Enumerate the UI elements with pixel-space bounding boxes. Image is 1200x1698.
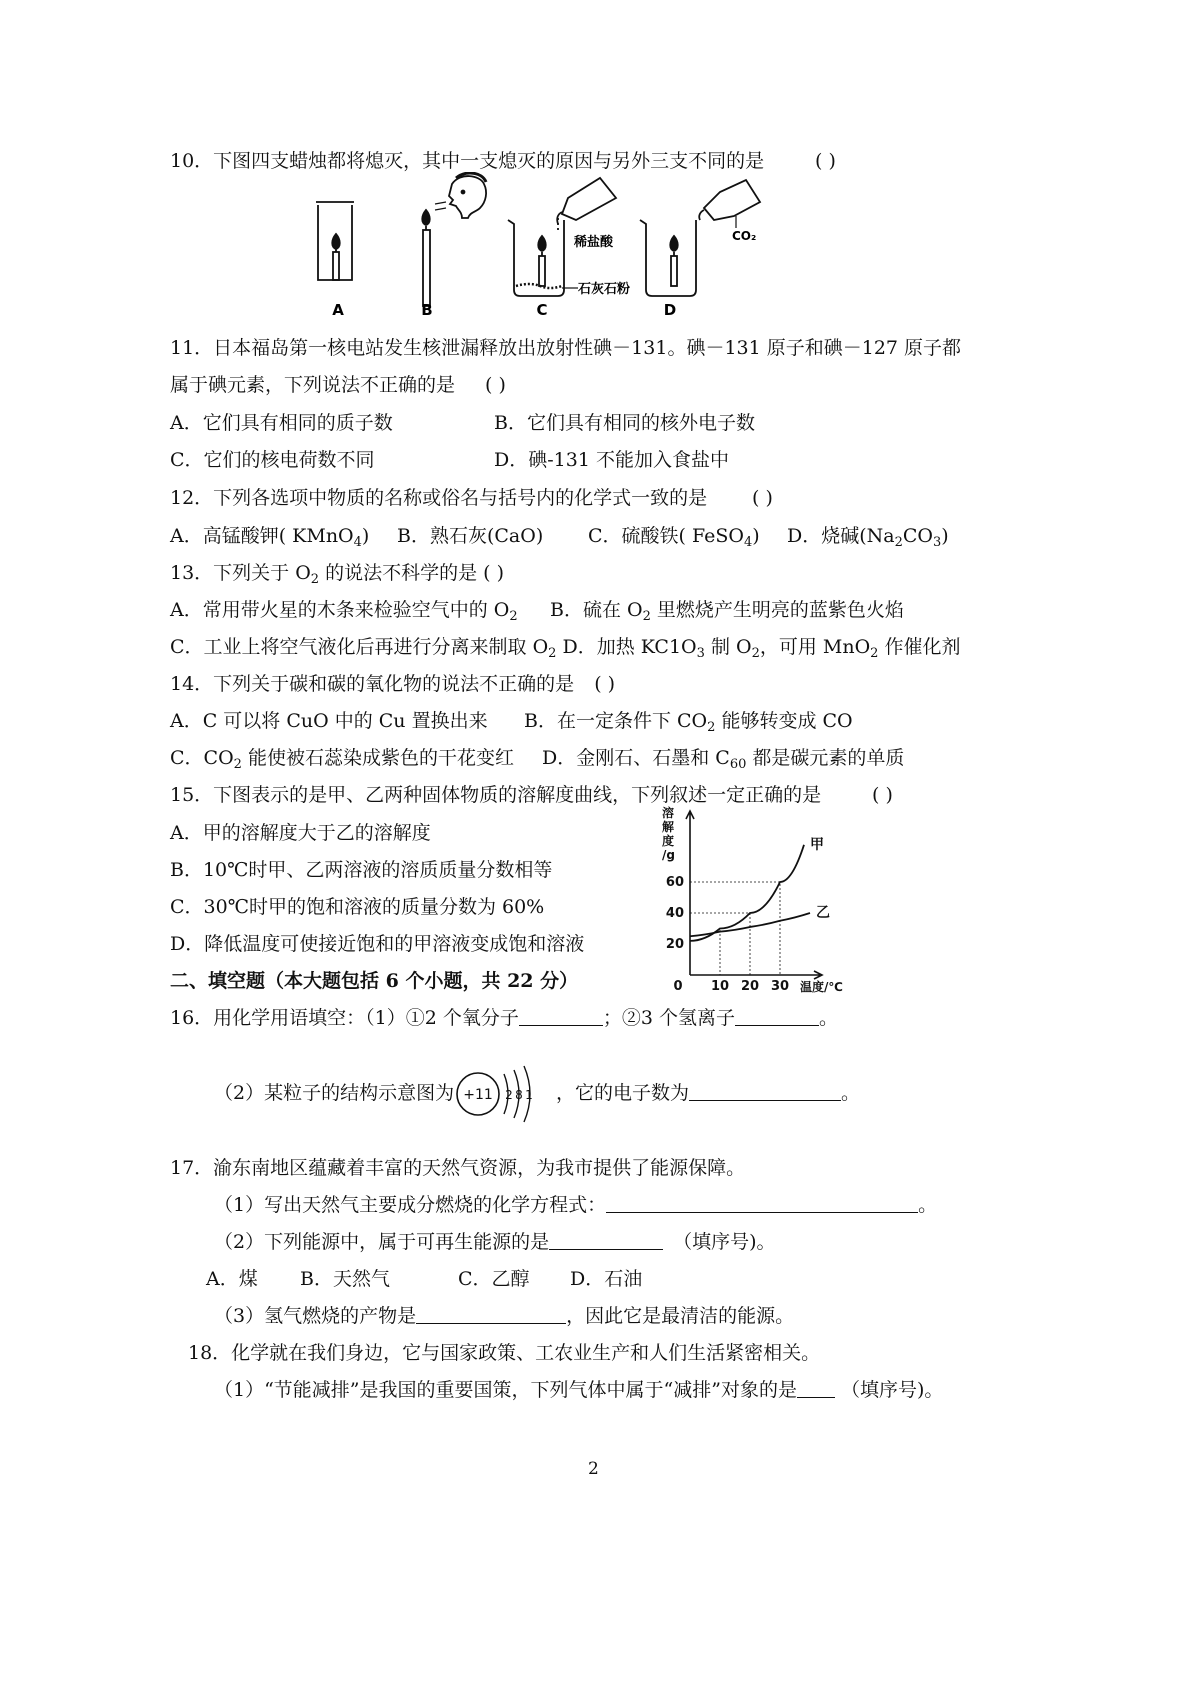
question-10-paren: ( ): [815, 150, 836, 172]
question-16-line-2-post: ，它的电子数为 。: [556, 1082, 861, 1104]
question-10: [170, 148, 764, 174]
q18-part-1: （1）“节能减排”是我国的重要国策，下列气体中属于“减排”对象的是 （填序号)。: [214, 1379, 944, 1401]
q12-option-c: C．硫酸铁( FeSO$_4$): [588, 525, 760, 550]
limestone-label: 石灰石粉: [578, 282, 631, 297]
q14-option-d: D．金刚石、石墨和 $C_{60}$ 都是碳元素的单质: [542, 747, 905, 772]
candle-b: [422, 173, 486, 306]
candle-label-c: C: [536, 301, 548, 319]
svg-text:1: 1: [525, 1088, 533, 1102]
y-tick-label: 60: [665, 875, 684, 890]
q15-option-d: D．降低温度可使接近饱和的甲溶液变成饱和溶液: [170, 933, 585, 955]
q15-option-b: B．10℃时甲、乙两溶液的溶质质量分数相等: [170, 859, 553, 881]
candles-figure: [300, 172, 780, 320]
question-17-stem: 17．渝东南地区蕴藏着丰富的天然气资源，为我市提供了能源保障。: [170, 1157, 746, 1179]
candle-label-d: D: [663, 301, 677, 319]
question-12-paren: ( ): [752, 487, 773, 509]
x-tick-label: 0: [673, 979, 683, 994]
q17-part-2: （2）下列能源中，属于可再生能源的是 （填序号)。: [214, 1231, 776, 1253]
x-axis: [690, 971, 822, 979]
svg-text:+11: +11: [463, 1087, 493, 1103]
question-15-paren: ( ): [872, 784, 893, 806]
q13-option-a: A．常用带火星的木条来检验空气中的 $O_2$: [170, 599, 518, 624]
q14-option-c: C．$CO_2$ 能使被石蕊染成紫色的干花变红: [170, 747, 514, 772]
question-11-stem-2: 属于碘元素，下列说法不正确的是 ( ): [170, 374, 506, 396]
question-13-paren: ( ): [483, 562, 505, 584]
co2-label: CO₂: [732, 229, 757, 243]
q11-option-d: D．碘-131 不能加入食盐中: [494, 449, 729, 471]
y-tick-label: 40: [665, 906, 684, 921]
q17-blank-product[interactable]: [416, 1305, 566, 1324]
series-line-yi: [690, 913, 810, 936]
y-tick-label: 20: [665, 937, 684, 952]
q11-option-c: C．它们的核电荷数不同: [170, 449, 375, 471]
q13-option-c-d: C．工业上将空气液化后再进行分离来制取 $O_2$ D．加热 $KC1O_3$ 制 $O_2$，可用 MnO$_2$ 作催化剂: [170, 636, 961, 661]
q12-option-b: B．熟石灰(CaO): [397, 525, 544, 547]
q16-blank-oxygen[interactable]: [519, 1007, 603, 1026]
q14-option-b: B．在一定条件下 $CO_2$ 能够转变成 CO: [524, 710, 853, 735]
question-15-stem: 15．下图表示的是甲、乙两种固体物质的溶解度曲线，下列叙述一定正确的是: [170, 784, 822, 806]
atom-structure-diagram: [452, 1064, 547, 1124]
q17-option-c: C．乙醇: [458, 1268, 530, 1290]
candle-a-jar: [316, 202, 354, 280]
series-line-jia: [690, 845, 804, 941]
question-16-line-1: 16．用化学用语填空：（1）①2 个氧分子 ；②3 个氢离子 。: [170, 1007, 839, 1029]
q12-option-d: D．烧碱$(Na_2CO_3)$: [787, 525, 949, 550]
page-number: 2: [588, 1459, 599, 1479]
q16-blank-hydrogen-ion[interactable]: [735, 1007, 819, 1026]
candle-label-b: B: [421, 301, 433, 319]
q16-blank-electron-count[interactable]: [689, 1082, 841, 1101]
question-10-stem: 10．下图四支蜡烛都将熄灭，其中一支熄灭的原因与另外三支不同的是: [170, 150, 765, 172]
q11-option-a: A．它们具有相同的质子数: [170, 412, 393, 434]
hcl-label: 稀盐酸: [574, 235, 614, 250]
solubility-chart: [650, 805, 860, 995]
q17-blank-equation[interactable]: [606, 1194, 918, 1213]
q11-option-b: B．它们具有相同的核外电子数: [494, 412, 755, 434]
candle-label-a: A: [332, 301, 344, 319]
q17-option-a: A．煤: [206, 1268, 258, 1290]
q17-option-b: B．天然气: [300, 1268, 390, 1290]
x-tick-label: 20: [740, 979, 760, 994]
question-18-stem: 18．化学就在我们身边，它与国家政策、工农业生产和人们生活紧密相关。: [188, 1342, 821, 1364]
q14-option-a: A．C 可以将 CuO 中的 Cu 置换出来: [170, 710, 488, 732]
section-2-heading: 二、填空题（本大题包括 6 个小题，共 22 分）: [170, 970, 579, 992]
question-12-stem: 12．下列各选项中物质的名称或俗名与括号内的化学式一致的是: [170, 487, 708, 509]
q12-option-a: A．高锰酸钾( KMnO$_4$): [170, 525, 370, 550]
series-label: 甲: [810, 836, 824, 853]
q17-blank-renewable[interactable]: [549, 1231, 663, 1250]
q17-option-d: D．石油: [570, 1268, 643, 1290]
question-11-paren: ( ): [485, 374, 506, 396]
question-16-line-2-pre: （2）某粒子的结构示意图为: [214, 1082, 455, 1104]
svg-text:2: 2: [505, 1088, 513, 1102]
y-axis: [686, 811, 694, 975]
series-label: 乙: [816, 905, 830, 921]
question-14-stem: 14．下列关于碳和碳的氧化物的说法不正确的是 ( ): [170, 673, 616, 695]
guide-60: [690, 882, 780, 975]
question-14-paren: ( ): [594, 673, 616, 695]
svg-text:8: 8: [515, 1088, 523, 1102]
x-tick-label: 10: [710, 979, 730, 994]
y-axis-label: 溶解度/g: [662, 806, 675, 862]
q17-part-3: （3）氢气燃烧的产物是 ，因此它是最清洁的能源。: [214, 1305, 795, 1327]
q13-option-b: B．硫在 $O_2$ 里燃烧产生明亮的蓝紫色火焰: [550, 599, 904, 624]
question-13-stem: 13．下列关于 $O_2$ 的说法不科学的是 ( ): [170, 562, 505, 587]
q18-blank-emission[interactable]: [797, 1379, 835, 1398]
q17-part-1: （1）写出天然气主要成分燃烧的化学方程式： 。: [214, 1194, 938, 1216]
q15-option-a: A．甲的溶解度大于乙的溶解度: [170, 822, 431, 844]
x-axis-label: 温度/℃: [800, 980, 843, 994]
x-tick-label: 30: [770, 979, 790, 994]
question-11-stem-1: 11．日本福岛第一核电站发生核泄漏释放出放射性碘－131。碘－131 原子和碘－127 原子都: [170, 337, 962, 359]
q15-option-c: C．30℃时甲的饱和溶液的质量分数为 60%: [170, 896, 545, 918]
